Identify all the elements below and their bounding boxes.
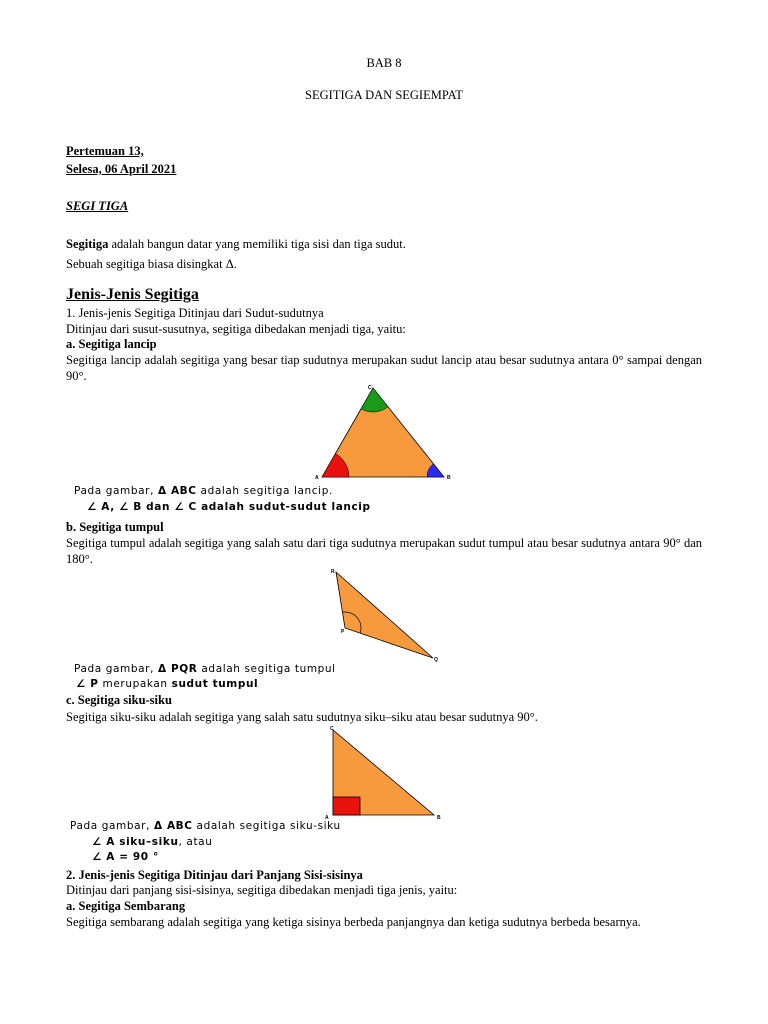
triangle-symbol: Δ (157, 485, 167, 497)
vertex-label-a: A (325, 815, 329, 821)
vertex-label-p: P (341, 629, 345, 635)
triangle-symbol: Δ (153, 820, 163, 832)
caption-text: adalah segitiga siku-siku (192, 820, 341, 832)
vertex-label-c: C (368, 385, 372, 391)
part1-desc: Ditinjau dari susut-susutnya, segitiga dibedakan menjadi tiga, yaitu: (66, 322, 406, 336)
right-angle-mark (333, 797, 360, 815)
acute-caption-2: ∠ A, ∠ B dan ∠ C adalah sudut-sudut lancip (87, 501, 371, 513)
right-caption-3: ∠ A = 90 ° (92, 851, 159, 863)
scalene-desc: Segitiga sembarang adalah segitiga yang ketiga sisinya berbeda panjangnya dan ketiga sudutnya berbeda besarnya. (66, 915, 641, 929)
part2-title: 2. Jenis-jenis Segitiga Ditinjau dari Panjang Sisi-sisinya (66, 868, 363, 882)
angle-name: A siku–siku (102, 836, 179, 848)
right-caption-2 (92, 835, 212, 849)
obtuse-triangle-figure (325, 565, 445, 665)
part1-title: 1. Jenis-jenis Segitiga Ditinjau dari Sudut-sudutnya (66, 306, 324, 320)
right-triangle-figure (322, 722, 447, 822)
vertex-label-c: C (330, 726, 334, 732)
meeting-date: Selesa, 06 April 2021 (66, 162, 177, 176)
chapter-title: SEGITIGA DAN SEGIEMPAT (305, 88, 463, 102)
caption-text: adalah segitiga tumpul (197, 663, 336, 675)
triangle-name: ABC (162, 820, 193, 832)
angle-symbol: ∠ (92, 836, 103, 848)
triangle-name: ABC (166, 485, 197, 497)
caption-text: adalah segitiga lancip. (196, 485, 333, 497)
vertex-label-b: B (437, 815, 441, 821)
right-title: c. Segitiga siku-siku (66, 693, 172, 707)
caption-text: merupakan (98, 678, 172, 690)
triangle-name: PQR (166, 663, 198, 675)
vertex-label-r: R (331, 569, 335, 575)
vertex-label-b: B (447, 475, 451, 481)
obtuse-caption-2 (76, 677, 258, 691)
caption-text: Pada gambar, (74, 485, 158, 497)
vertex-label-a: A (315, 475, 319, 481)
angle-name: P (86, 678, 99, 690)
caption-text: , atau (178, 836, 213, 848)
acute-desc: Segitiga lancip adalah segitiga yang besar tiap sudutnya merupakan sudut lancip atau besar sudutnya antara 0° sampai dengan 90°. (66, 353, 702, 383)
obtuse-triangle (336, 572, 433, 658)
acute-caption-1 (74, 484, 333, 498)
intro-line-2: Sebuah segitiga biasa disingkat Δ. (66, 257, 237, 271)
meeting-number: Pertemuan 13, (66, 144, 144, 158)
acute-triangle-figure (310, 380, 460, 485)
obtuse-title: b. Segitiga tumpul (66, 520, 164, 534)
angle-symbol: ∠ (76, 678, 87, 690)
right-caption-1 (70, 819, 341, 833)
caption-bold: sudut tumpul (171, 678, 259, 690)
caption-text: Pada gambar, (74, 663, 158, 675)
types-heading: Jenis-Jenis Segitiga (66, 286, 199, 303)
chapter-heading: BAB 8 (366, 56, 402, 70)
scalene-title: a. Segitiga Sembarang (66, 899, 186, 913)
angle-c-arc (361, 388, 388, 412)
obtuse-caption-1 (74, 662, 336, 676)
triangle-symbol: Δ (157, 663, 167, 675)
intro-bold-word: Segitiga (66, 237, 109, 251)
caption-text: Pada gambar, (70, 820, 154, 832)
part2-desc: Ditinjau dari panjang sisi-sisinya, segitiga dibedakan menjadi tiga jenis, yaitu: (66, 883, 458, 897)
acute-title: a. Segitiga lancip (66, 337, 157, 351)
vertex-label-q: Q (434, 657, 438, 663)
section-title: SEGI TIGA (66, 199, 129, 213)
obtuse-desc: Segitiga tumpul adalah segitiga yang salah satu dari tiga sudutnya merupakan sudut tumpul atau besar sudutnya antara 90° dan 180°. (66, 536, 702, 566)
intro-line-1 (66, 236, 406, 252)
right-desc: Segitiga siku-siku adalah segitiga yang salah satu sudutnya siku–siku atau besar sudutnya 90°. (66, 710, 538, 724)
intro-text: adalah bangun datar yang memiliki tiga sisi dan tiga sudut. (108, 237, 406, 251)
